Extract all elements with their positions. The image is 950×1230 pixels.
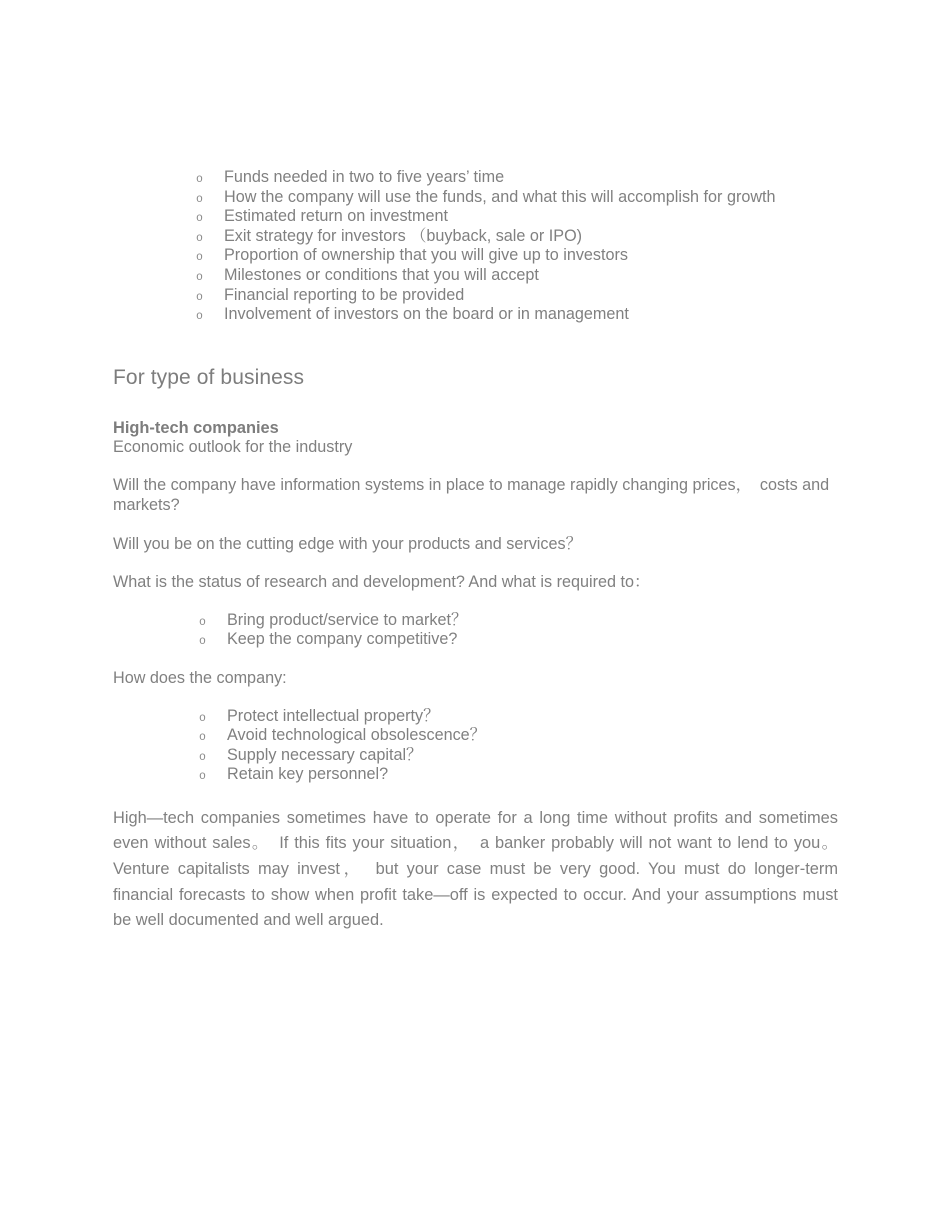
list-item xyxy=(113,227,838,247)
list-item-label: Protect intellectual property？ xyxy=(227,706,440,725)
list-item xyxy=(113,266,838,286)
spacer xyxy=(113,593,838,611)
list-item xyxy=(113,707,838,727)
subsection-lead-line: Economic outlook for the industry xyxy=(113,437,353,456)
bullet-o-icon: o xyxy=(196,173,203,186)
bullet-o-icon: o xyxy=(199,711,206,725)
list-item-label: Estimated return on investment xyxy=(224,207,449,226)
list-item-label: Financial reporting to be provided xyxy=(224,285,465,304)
document-content xyxy=(113,168,838,934)
list-item xyxy=(113,246,838,266)
list-item-label: Milestones or conditions that you will accept xyxy=(224,265,539,284)
list-item xyxy=(113,286,838,306)
investor-terms-list xyxy=(113,168,838,325)
paragraph-how-does-company: How does the company: xyxy=(113,668,287,687)
list-item-label: Keep the company competitive? xyxy=(227,630,458,649)
bullet-o-icon: o xyxy=(196,310,203,324)
bullet-o-icon: o xyxy=(199,635,206,649)
spacer xyxy=(113,516,838,535)
spacer xyxy=(113,554,838,573)
list-item-label: Funds needed in two to five years’ time xyxy=(224,168,505,186)
paragraph-info-systems: Will the company have information systems in place to manage rapidly changing prices， costs and markets? xyxy=(113,476,830,514)
spacer xyxy=(113,390,838,418)
bullet-o-icon: o xyxy=(199,731,206,745)
bullet-o-icon: o xyxy=(196,212,203,226)
bullet-o-icon: o xyxy=(196,192,203,206)
list-item xyxy=(113,765,838,785)
spacer xyxy=(113,325,838,365)
list-item xyxy=(113,746,838,766)
list-item xyxy=(113,168,838,188)
paragraph-closing: High—tech companies sometimes have to operate for a long time without profits and sometimes even without sales。 If this fits your situation， a banker probably will not want to lend to you。Venture capitalists may invest， but your case must be very good. You must do longer-term financial forecasts to show when profit take—off is expected to occur. And your assumptions must be well documented and well argued. xyxy=(113,808,838,930)
list-item xyxy=(113,305,838,325)
list-item-label: Supply necessary capital？ xyxy=(227,745,423,764)
bullet-o-icon: o xyxy=(199,770,206,784)
how-does-company-list xyxy=(113,707,838,785)
bullet-o-icon: o xyxy=(196,231,203,245)
list-item-label: Bring product/service to market？ xyxy=(227,610,468,629)
spacer xyxy=(113,689,838,707)
list-item-label: Retain key personnel? xyxy=(227,765,389,784)
list-item xyxy=(113,726,838,746)
bullet-o-icon: o xyxy=(199,615,206,629)
bullet-o-icon: o xyxy=(196,251,203,265)
list-item xyxy=(113,207,838,227)
list-item xyxy=(113,611,838,631)
paragraph-cutting-edge: Will you be on the cutting edge with your products and services？ xyxy=(113,534,582,553)
subsection-heading: High-tech companies xyxy=(113,418,279,437)
list-item-label: Involvement of investors on the board or in management xyxy=(224,305,629,324)
spacer xyxy=(113,785,838,806)
spacer xyxy=(113,457,838,476)
paragraph-research-status: What is the status of research and development? And what is required to： xyxy=(113,573,651,592)
list-item-label: Proportion of ownership that you will give up to investors xyxy=(224,246,628,265)
list-item-label: Exit strategy for investors （buyback, sale or IPO) xyxy=(224,226,583,245)
bullet-o-icon: o xyxy=(196,290,203,304)
bullet-o-icon: o xyxy=(196,270,203,284)
list-item xyxy=(113,188,838,208)
list-item xyxy=(113,630,838,650)
required-to-list xyxy=(113,611,838,650)
list-item-label: How the company will use the funds, and what this will accomplish for growth xyxy=(224,187,776,206)
list-item-label: Avoid technological obsolescence？ xyxy=(227,726,486,745)
bullet-o-icon: o xyxy=(199,750,206,764)
spacer xyxy=(113,650,838,669)
section-heading: For type of business xyxy=(113,365,305,389)
